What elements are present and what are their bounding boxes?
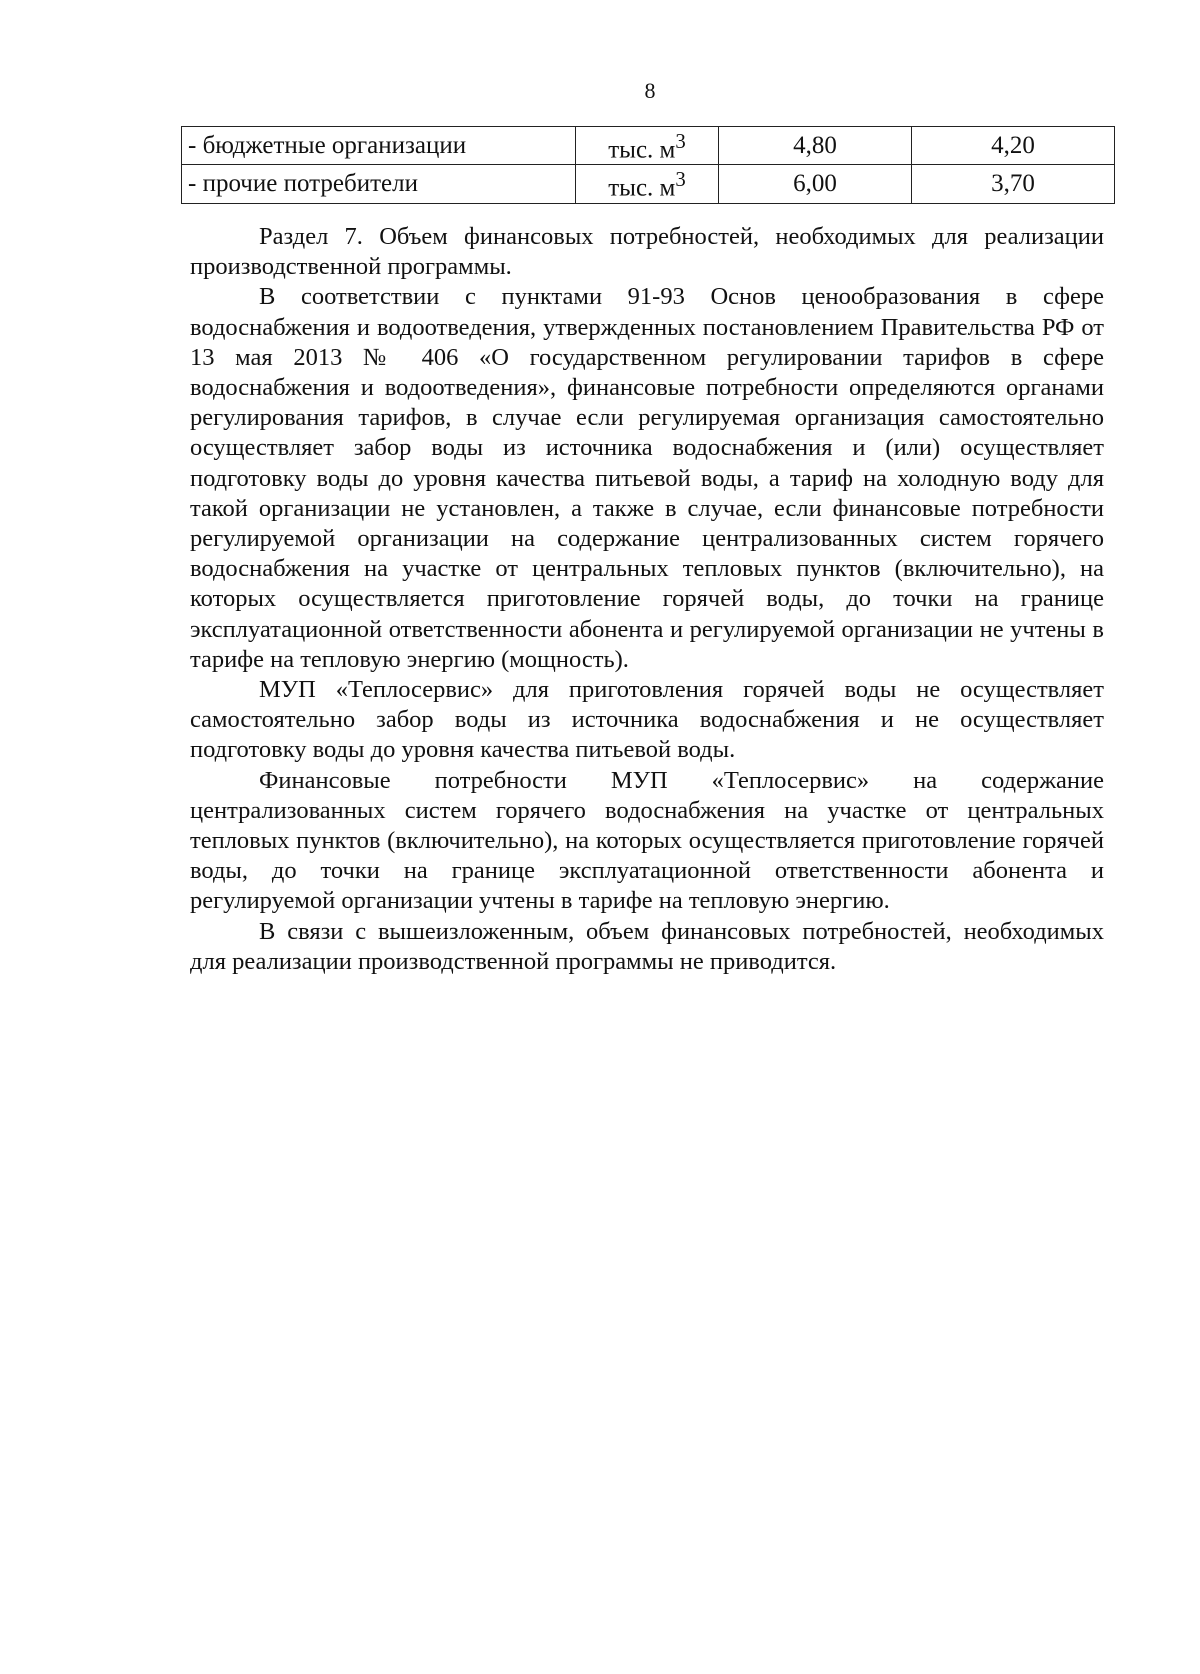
row-value-1: 6,00: [719, 165, 912, 203]
page-number: 8: [644, 78, 656, 103]
consumption-table: [181, 126, 1115, 204]
row-unit: [576, 165, 719, 203]
row-name: - бюджетные организации: [182, 127, 576, 165]
unit-superscript: 3: [675, 129, 686, 153]
document-body: [190, 222, 1104, 977]
unit-superscript: 3: [675, 167, 686, 192]
section-heading-paragraph: Раздел 7. Объем финансовых потребностей, необходимых для реализации производственной программы.: [190, 223, 1104, 281]
row-value-2: 4,20: [912, 127, 1115, 165]
table-row: [182, 127, 1115, 165]
table-row: [182, 165, 1115, 203]
body-paragraph: Финансовые потребности МУП «Теплосервис» на содержание централизованных систем горячего водоснабжения на участке от центральных тепловых пунктов (включительно), на которых осуществляется приготовление горячей воды, до точки на границе эксплуатационной ответственности абонента и регулируемой организации учтены в тарифе на тепловую энергию.: [190, 766, 1104, 915]
row-value-2: 3,70: [912, 165, 1115, 203]
row-name: - прочие потребители: [182, 165, 576, 203]
row-value-1: 4,80: [719, 127, 912, 165]
body-paragraph: МУП «Теплосервис» для приготовления горячей воды не осуществляет самостоятельно забор воды из источника водоснабжения и не осуществляет подготовку воды до уровня качества питьевой воды.: [190, 676, 1104, 764]
row-unit: [576, 127, 719, 165]
body-paragraph: В связи с вышеизложенным, объем финансовых потребностей, необходимых для реализации производственной программы не приводится.: [190, 917, 1104, 975]
unit-text: тыс. м: [608, 174, 676, 202]
body-paragraph: В соответствии с пунктами 91-93 Основ ценообразования в сфере водоснабжения и водоотведения, утвержденных постановлением Правительства РФ от 13 мая 2013 № 406 «О государственном регулировании тарифов в сфере водоснабжения и водоотведения», финансовые потребности определяются органами регулирования тарифов, в случае если регулируемая организация самостоятельно осуществляет забор воды из источника водоснабжения и (или) осуществляет подготовку воды до уровня качества питьевой воды, а тариф на холодную воду для такой организации не установлен, а также в случае, если финансовые потребности регулируемой организации на содержание централизованных систем горячего водоснабжения на участке от центральных тепловых пунктов (включительно), на которых осуществляется приготовление горячей воды, до точки на границе эксплуатационной ответственности абонента и регулируемой организации не учтены в тарифе на тепловую энергию (мощность).: [190, 283, 1104, 673]
unit-text: тыс. м: [608, 136, 676, 164]
